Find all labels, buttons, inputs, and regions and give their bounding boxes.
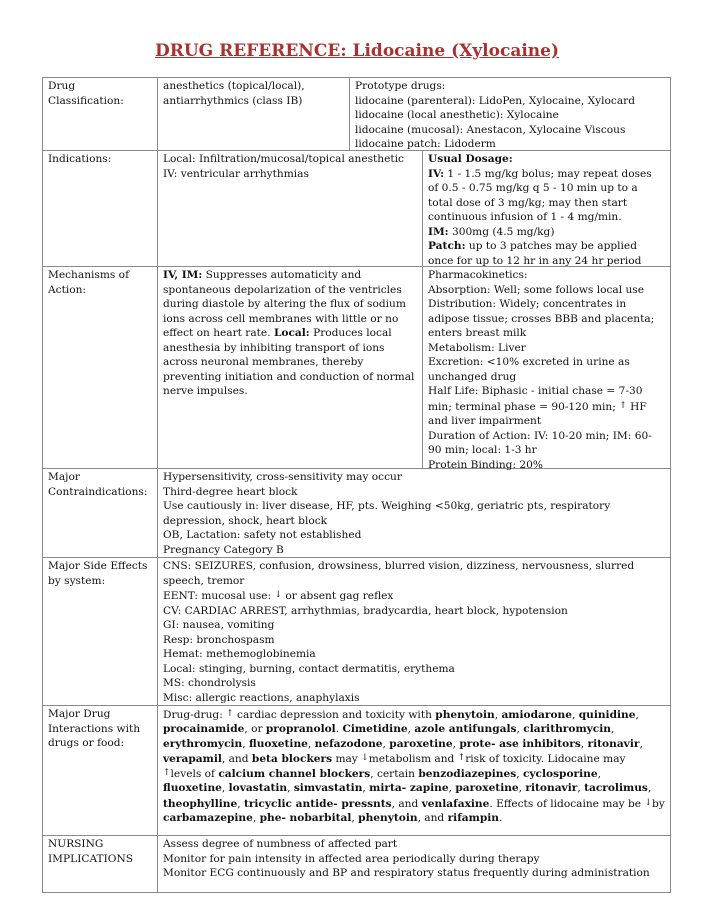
contraindication-item: Hypersensitivity, cross-sensitivity may occur: [163, 471, 402, 483]
prototype-drugs: [349, 78, 670, 150]
drug-name: propranolol: [265, 723, 336, 736]
drug-name: prote- ase inhibitors: [459, 737, 581, 750]
drug-name: procainamide: [163, 723, 245, 736]
pk-heading: Pharmacokinetics:: [428, 269, 528, 281]
dosage-iv-label: IV:: [428, 167, 445, 180]
pk-item: Distribution: Widely; concentrates in adipose tissue; crosses BBB and placenta; enters breast milk: [428, 298, 655, 339]
dosage-im-label: IM:: [428, 225, 449, 238]
int-text: , or: [244, 723, 266, 736]
pk-item: Protein Binding: 20%: [428, 458, 543, 471]
drug-name: paroxetine: [455, 782, 519, 795]
int-text: risk of toxicity. Lidocaine may: [465, 752, 626, 765]
int-text: , and: [391, 797, 422, 810]
dosage-patch-text: up to 3 patches may be applied once for up to 12 hr in any 24 hr period: [428, 240, 642, 267]
page-title: DRUG REFERENCE: Lidocaine (Xylocaine): [154, 41, 560, 61]
side-effect-item: Hemat: methemoglobinemia: [163, 648, 316, 660]
drug-name: cyclosporine: [522, 768, 598, 781]
half-life-text: Half Life: Biphasic - initial chase = 7-30 min; terminal phase = 90-120 min;: [428, 385, 643, 413]
up-arrow-icon: ↑: [226, 709, 234, 719]
pk-item: Metabolism: Liver: [428, 341, 526, 354]
drug-name: phenytoin: [358, 812, 418, 825]
drug-name: ritonavir: [587, 737, 640, 750]
drug-name: benzodiazepines: [418, 768, 517, 781]
down-arrow-icon: ↓: [274, 590, 283, 600]
drug-name: verapamil: [163, 752, 222, 765]
down-arrow-icon: ↓: [361, 752, 369, 763]
mechanism-iv-text: Suppresses automaticity and spontaneous depolarization of the ventricles during diastole by altering the flux of sodium ions across cell membranes with little or no effect on heart rate.: [163, 269, 406, 339]
indications-row: [43, 151, 671, 267]
int-text: metabolism and: [368, 752, 458, 765]
drug-name: calcium channel blockers: [218, 768, 371, 781]
contraindications-label: Major Contraindications:: [43, 469, 158, 558]
class-item: antiarrhythmics (class IB): [163, 94, 303, 107]
nursing-item: Assess degree of numbness of affected part: [163, 838, 398, 850]
pharmacokinetics: [422, 267, 670, 471]
dosage-patch-label: Patch:: [428, 240, 466, 252]
indication-item: Local: Infiltration/mucosal/topical anesthetic: [163, 153, 404, 165]
int-text: . Effects of lidocaine may be: [489, 797, 645, 810]
side-effect-item: MS: chondrolysis: [163, 677, 256, 689]
side-effects-row: [43, 558, 671, 706]
interactions-row: [43, 706, 671, 836]
prototype-item: lidocaine (local anesthetic): Xylocaine: [355, 109, 559, 121]
pk-item: Duration of Action: IV: 10-20 min; IM: 60-90 min; local: 1-3 hr: [428, 429, 652, 456]
side-effect-eent: [163, 588, 665, 604]
side-effect-item: GI: nausea, vomiting: [163, 619, 275, 631]
up-arrow-icon: ↑: [163, 768, 171, 779]
drug-name: tricyclic antide- pressnts: [243, 797, 392, 810]
side-effect-item: Misc: allergic reactions, anaphylaxis: [163, 691, 360, 704]
up-arrow-icon: ↑: [619, 400, 627, 411]
pk-item: Absorption: Well; some follows local use: [428, 283, 645, 296]
drug-name: beta blockers: [251, 752, 333, 765]
drug-name: quinidine: [578, 709, 636, 721]
nursing-row: [43, 836, 671, 893]
contraindication-item: Third-degree heart block: [163, 485, 298, 498]
drug-classes: [158, 78, 349, 150]
side-effects-label: Major Side Effects by system:: [43, 558, 158, 706]
contraindications-row: [43, 469, 671, 558]
side-effect-item: Local: stinging, burning, contact dermatitis, erythema: [163, 662, 455, 675]
contraindications-list: [158, 469, 671, 558]
pk-half-life: [428, 384, 665, 429]
prototype-item: lidocaine (parenteral): LidoPen, Xylocaine, Xylocard: [355, 94, 635, 107]
side-effect-item: CNS: SEIZURES, confusion, drowsiness, blurred vision, dizziness, nervousness, slurred speech, tremor: [163, 560, 635, 587]
up-arrow-icon: ↑: [457, 752, 466, 763]
nursing-list: [158, 836, 671, 893]
drug-name: erythromycin: [163, 737, 243, 750]
int-text: , certain: [370, 768, 419, 781]
down-arrow-icon: ↓: [644, 797, 652, 808]
drug-name: azole antifungals: [414, 723, 517, 736]
pk-item: Excretion: <10% excreted in urine as unchanged drug: [428, 356, 630, 383]
drug-name: fluoxetine: [249, 737, 308, 750]
dosage-heading: Usual Dosage:: [428, 153, 513, 165]
dosage-im: [428, 225, 665, 240]
drug-reference-table: [42, 77, 671, 893]
prototype-heading: Prototype drugs:: [355, 80, 446, 92]
drug-name: phenytoin: [435, 709, 495, 721]
drug-name: lovastatin: [228, 782, 288, 795]
drug-name: venlafaxine: [421, 797, 490, 810]
nursing-item: Monitor for pain intensity in affected area periodically during therapy: [163, 852, 540, 865]
int-text: cardiac depression and toxicity with: [233, 709, 436, 721]
drug-name: ritonavir: [525, 782, 578, 795]
dosage-iv: [428, 167, 665, 225]
drug-name: clarithromycin: [523, 723, 611, 736]
dosage-iv-text: 1 - 1.5 mg/kg bolus; may repeat doses of 0.5 - 0.75 mg/kg q 5 - 10 min up to a total dose of 3 mg/kg; may then start continuous infusion of 1 - 4 mg/min.: [428, 167, 652, 223]
drug-name: nefazodone: [314, 737, 383, 750]
mechanism-iv-label: IV, IM:: [163, 269, 203, 281]
drug-name: rifampin: [447, 812, 499, 825]
mechanism-text: [158, 267, 422, 468]
dosage-patch: [428, 239, 665, 268]
drug-name: theophylline: [163, 797, 238, 810]
side-effects-list: [158, 558, 671, 706]
int-text: , and: [417, 812, 448, 825]
int-text: , and: [221, 752, 252, 765]
drug-name: phe- nobarbital: [259, 812, 352, 825]
usual-dosage: [422, 151, 670, 266]
interactions-label: Major Drug Interactions with drugs or food:: [43, 706, 158, 836]
int-text: by: [652, 797, 665, 810]
mechanism-local-label: Local:: [273, 327, 310, 339]
drug-name: Cimetidine: [342, 723, 408, 736]
int-text: levels of: [170, 768, 219, 781]
indications-list: [158, 151, 422, 266]
contraindication-item: Use cautiously in: liver disease, HF, pts. Weighing <50kg, geriatric pts, respiratory depression, shock, heart block: [163, 500, 611, 527]
nursing-item: Monitor ECG continuously and BP and respiratory status frequently during administration: [163, 867, 650, 879]
drug-name: amiodarone: [501, 709, 572, 721]
half-life-text-end: HF and liver impairment: [428, 400, 647, 427]
drug-name: tacrolimus: [584, 782, 648, 795]
drug-name: mirta- zapine: [369, 782, 449, 795]
eent-text: EENT: mucosal use:: [163, 590, 275, 602]
contraindication-item: Pregnancy Category B: [163, 543, 284, 556]
mechanism-row: [43, 267, 671, 469]
eent-text-end: or absent gag reflex: [282, 590, 394, 602]
nursing-label: NURSING IMPLICATIONS: [43, 836, 158, 893]
prototype-item: lidocaine (mucosal): Anestacon, Xylocaine Viscous: [355, 123, 626, 136]
side-effect-item: CV: CARDIAC ARREST, arrhythmias, bradycardia, heart block, hypotension: [163, 604, 568, 617]
mechanism-local-text: Produces local anesthesia by inhibiting transport of ions across neuronal membranes, thereby preventing initiation and conduction of normal nerve impulses.: [163, 327, 415, 397]
indications-label: Indications:: [43, 151, 158, 267]
dosage-im-text: 300mg (4.5 mg/kg): [448, 225, 555, 238]
int-text: Drug-drug:: [163, 709, 227, 721]
class-item: anesthetics (topical/local),: [163, 80, 305, 92]
prototype-item: lidocaine patch: Lidoderm: [355, 138, 496, 150]
contraindication-item: OB, Lactation: safety not established: [163, 529, 362, 541]
int-text: may: [332, 752, 362, 765]
mechanism-label: Mechanisms of Action:: [43, 267, 158, 469]
drug-name: carbamazepine: [163, 812, 253, 825]
side-effect-item: Resp: bronchospasm: [163, 633, 275, 646]
indication-item: IV: ventricular arrhythmias: [163, 167, 309, 180]
classification-label: Drug Classification:: [43, 78, 158, 151]
drug-name: paroxetine: [389, 737, 453, 750]
drug-name: fluoxetine: [163, 782, 222, 795]
drug-name: simvastatin: [293, 782, 363, 795]
interactions-text: Drug-drug: ↑ cardiac depression and toxicity with phenytoin, amiodarone, quinidine, procainamide, or propranolol. Cimetidine, azole antifungals, clarithromycin, erythromycin, fluoxetine, nefazodone, paroxetine, prote- ase inhibitors, ritonavir, verapamil, and beta blockers may ↓metabolism and ↑risk of toxicity. Lidocaine may ↑levels of calcium channel blockers, certain benzodiazepines, cyclosporine, fluoxetine, lovastatin, simvastatin, mirta- zapine, paroxetine, ritonavir, tacrolimus, theophylline, tricyclic antide- pressnts, and venlafaxine. Effects of lidocaine may be ↓by carbamazepine, phe- nobarbital, phenytoin, and rifampin.: [158, 706, 671, 836]
classification-row: [43, 78, 671, 151]
